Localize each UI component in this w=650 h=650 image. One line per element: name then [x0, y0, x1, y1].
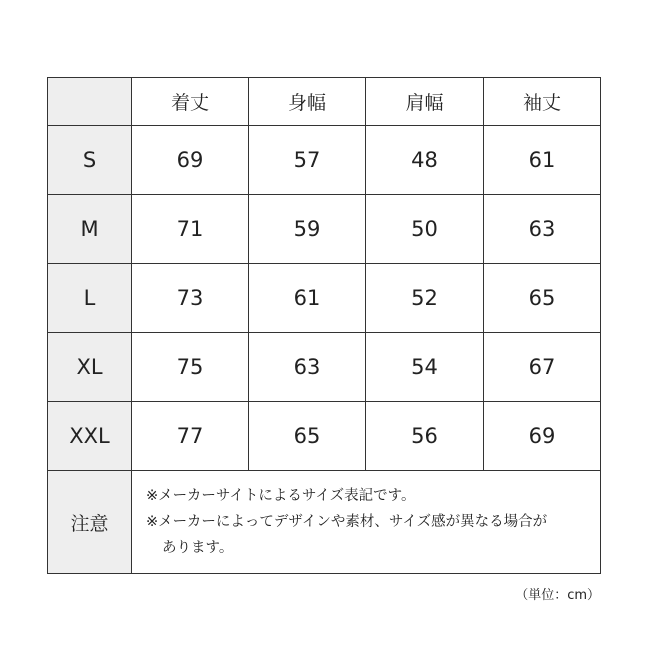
table-cell: 50: [366, 195, 484, 264]
table-cell: 65: [484, 264, 601, 333]
table-row: [48, 195, 601, 264]
size-label: L: [48, 264, 132, 333]
column-header: 袖丈: [484, 78, 601, 126]
note-text: [132, 471, 601, 574]
header-row: [48, 78, 601, 126]
table-cell: 48: [366, 126, 484, 195]
note-line: あります。: [162, 540, 234, 556]
table-cell: 57: [249, 126, 366, 195]
table-cell: 52: [366, 264, 484, 333]
corner-cell: [48, 78, 132, 126]
table-row: [48, 126, 601, 195]
table-cell: 65: [249, 402, 366, 471]
table-cell: 75: [132, 333, 249, 402]
table-cell: 73: [132, 264, 249, 333]
table-cell: 77: [132, 402, 249, 471]
table-cell: 61: [484, 126, 601, 195]
table-cell: 71: [132, 195, 249, 264]
size-chart-table: [47, 77, 601, 574]
note-row: [48, 471, 601, 574]
size-label: XL: [48, 333, 132, 402]
table-cell: 56: [366, 402, 484, 471]
note-line: ※メーカーによってデザインや素材、サイズ感が異なる場合が: [146, 514, 548, 530]
table-cell: 63: [249, 333, 366, 402]
table-cell: 67: [484, 333, 601, 402]
table-row: [48, 402, 601, 471]
note-label: 注意: [48, 471, 132, 574]
table-row: [48, 264, 601, 333]
table-cell: 69: [484, 402, 601, 471]
table-cell: 61: [249, 264, 366, 333]
table-cell: 54: [366, 333, 484, 402]
size-label: S: [48, 126, 132, 195]
note-line: ※メーカーサイトによるサイズ表記です。: [146, 488, 416, 504]
size-label: M: [48, 195, 132, 264]
column-header: 身幅: [249, 78, 366, 126]
unit-label: （単位：cm）: [515, 588, 600, 603]
table-row: [48, 333, 601, 402]
column-header: 着丈: [132, 78, 249, 126]
table-cell: 63: [484, 195, 601, 264]
table-cell: 59: [249, 195, 366, 264]
column-header: 肩幅: [366, 78, 484, 126]
size-label: XXL: [48, 402, 132, 471]
table-cell: 69: [132, 126, 249, 195]
